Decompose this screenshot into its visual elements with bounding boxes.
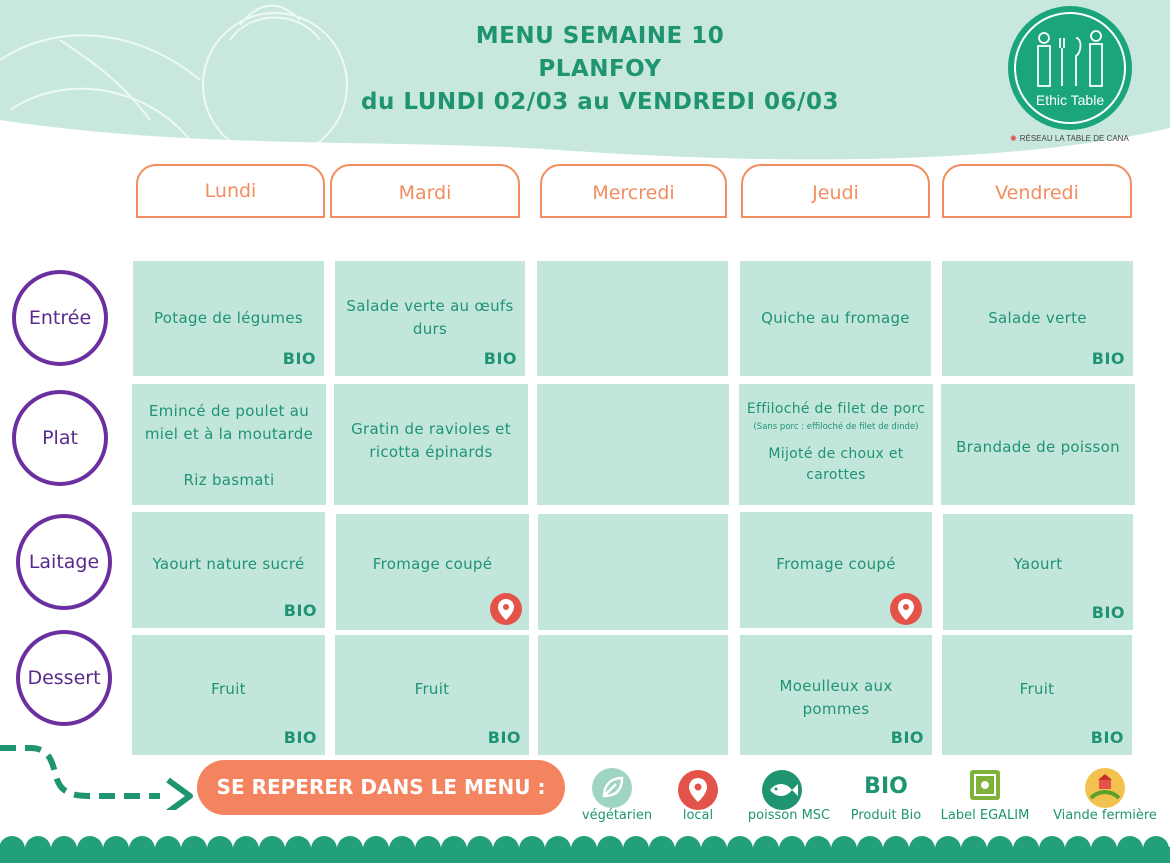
cell-dessert-mardi <box>335 635 529 755</box>
dish-text: Fruit <box>414 680 450 698</box>
cell-dessert-jeudi <box>740 635 932 755</box>
cell-laitage-lundi <box>132 512 325 628</box>
dish-text: Potage de légumes <box>154 309 303 327</box>
cell-entree-lundi <box>133 261 324 376</box>
local-pin-icon <box>890 593 922 625</box>
dish-text: Moeulleux aux pommes <box>779 677 893 718</box>
dish-text: Fruit <box>1019 680 1055 698</box>
dish-text: Fromage coupé <box>776 555 896 573</box>
cell-plat-mercredi <box>537 384 729 505</box>
title-dates: du LUNDI 02/03 au VENDREDI 06/03 <box>361 89 839 115</box>
logo-name: Ethic Table <box>1035 92 1105 108</box>
dish-text: Salade verte au œufs durs <box>346 297 514 338</box>
bio-badge: BIO <box>1090 728 1124 747</box>
dish-text: Emincé de poulet au miel et à la moutarde <box>144 402 314 443</box>
side-dish-text: Riz basmati <box>183 471 275 489</box>
title-school: PLANFOY <box>538 56 662 82</box>
bio-badge: BIO <box>283 601 317 620</box>
dish-text: Yaourt <box>1013 555 1063 573</box>
day-header-vendredi: Vendredi <box>942 164 1132 218</box>
cell-entree-mardi <box>335 261 525 376</box>
cell-entree-vendredi <box>942 261 1133 376</box>
side-dish-text: Mijoté de choux et carottes <box>768 446 904 483</box>
bottom-scallop-border <box>0 835 1170 863</box>
tagline-text: RÉSEAU LA TABLE DE CANA <box>1019 134 1129 143</box>
leaf-icon <box>592 768 632 808</box>
dish-alternative-note: (Sans porc : effiloché de filet de dinde) <box>753 422 919 432</box>
row-label-entree: Entrée <box>12 270 108 366</box>
cell-plat-lundi <box>132 384 326 505</box>
title-week: MENU SEMAINE 10 <box>475 23 725 49</box>
bio-badge: BIO <box>1091 603 1125 622</box>
row-label-dessert: Dessert <box>16 630 112 726</box>
cell-plat-vendredi <box>941 384 1135 505</box>
fish-icon <box>762 770 802 810</box>
dish-text: Brandade de poisson <box>956 438 1120 456</box>
day-header-mercredi: Mercredi <box>540 164 727 218</box>
legend-title: SE REPERER DANS LE MENU : <box>197 760 565 815</box>
cell-laitage-mardi <box>336 514 529 630</box>
cell-laitage-jeudi <box>740 512 932 628</box>
logo-tagline <box>1010 134 1129 143</box>
farm-icon <box>1085 768 1125 808</box>
cell-entree-mercredi <box>537 261 728 376</box>
day-header-mardi: Mardi <box>330 164 520 218</box>
bio-badge: BIO <box>282 349 316 368</box>
cell-entree-jeudi <box>740 261 931 376</box>
location-pin-icon <box>678 770 718 810</box>
legend-label: poisson MSC <box>747 808 831 823</box>
cell-dessert-mercredi <box>538 635 728 755</box>
bio-badge: BIO <box>1091 349 1125 368</box>
cell-dessert-vendredi <box>942 635 1132 755</box>
bio-badge: BIO <box>283 728 317 747</box>
menu-title <box>320 20 880 119</box>
legend-label: Viande fermière <box>1053 808 1157 823</box>
ethic-table-logo <box>1008 6 1132 130</box>
dish-text: Yaourt nature sucré <box>152 555 305 573</box>
cell-dessert-lundi <box>132 635 325 755</box>
legend-label: Produit Bio <box>850 808 922 823</box>
dish-text: Salade verte <box>988 309 1087 327</box>
egalim-label-icon <box>970 770 1000 800</box>
dish-text: Effiloché de filet de porc <box>746 401 926 417</box>
row-label-laitage: Laitage <box>16 514 112 610</box>
bio-badge: BIO <box>890 728 924 747</box>
row-label-plat: Plat <box>12 390 108 486</box>
dish-text: Fruit <box>211 680 246 698</box>
cell-plat-jeudi <box>739 384 933 505</box>
legend-label: végétarien <box>581 808 653 823</box>
cell-plat-mardi <box>334 384 528 505</box>
bio-text-icon: BIO <box>864 774 908 799</box>
local-pin-icon <box>490 593 522 625</box>
day-header-jeudi: Jeudi <box>741 164 930 218</box>
bio-badge: BIO <box>487 728 521 747</box>
dish-text: Quiche au fromage <box>761 309 910 327</box>
bio-badge: BIO <box>483 349 517 368</box>
dish-text: Gratin de ravioles et ricotta épinards <box>351 420 511 461</box>
dashed-arrow-icon <box>0 740 200 810</box>
legend-label: local <box>682 808 714 823</box>
dish-text: Fromage coupé <box>372 555 493 573</box>
legend-label: Label EGALIM <box>940 808 1030 823</box>
network-dot-icon: ✺ <box>1010 134 1017 143</box>
cell-laitage-vendredi <box>943 514 1133 630</box>
cell-laitage-mercredi <box>538 514 728 630</box>
day-header-lundi: Lundi <box>136 164 325 218</box>
